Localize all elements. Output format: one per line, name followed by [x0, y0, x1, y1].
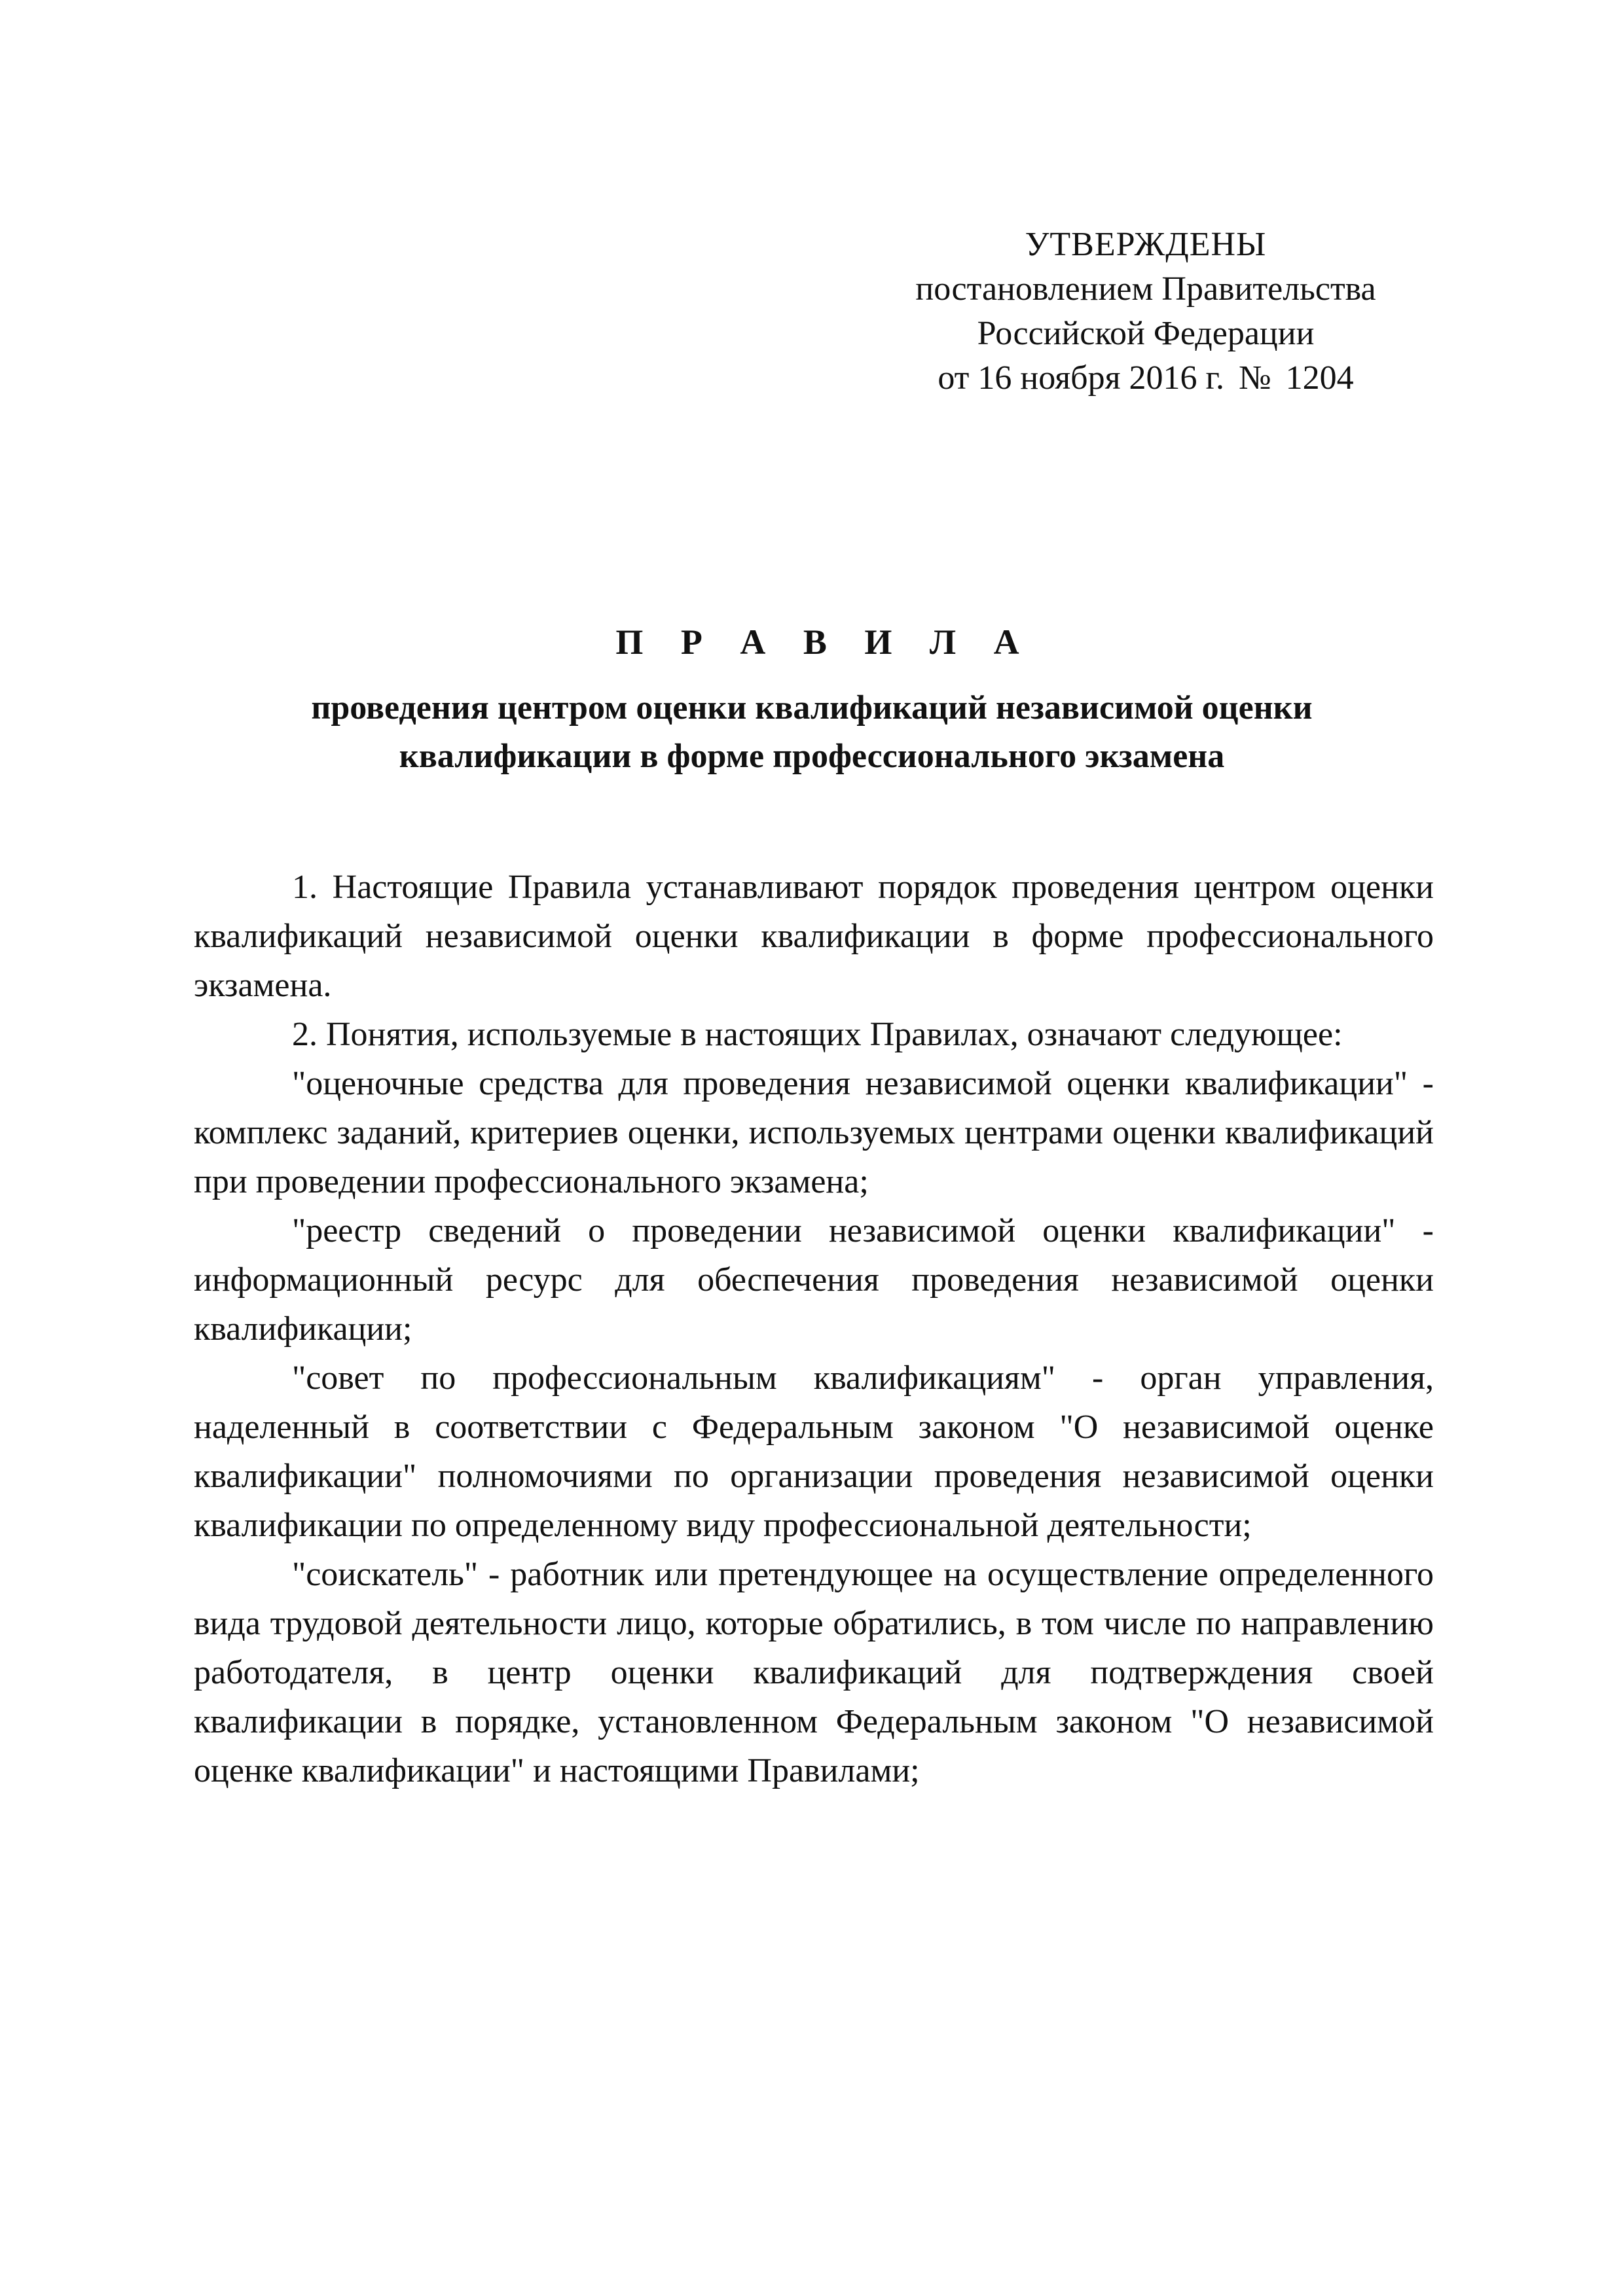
- approval-stamp-block: [851, 223, 1440, 401]
- approval-line-resolution: постановлением Правительства: [915, 270, 1376, 308]
- approval-number: 1204: [1285, 359, 1354, 397]
- document-body: [194, 863, 1434, 1795]
- paragraph-1-purpose: 1. Настоящие Правила устанавливают порядок проведения центром оценки квалификаций независимой оценки квалификации в форме профессионального экзамена.: [194, 869, 1434, 1004]
- definition-qualification-council: "совет по профессиональным квалификациям" - орган управления, наделенный в соответствии с Федеральным законом "О независимой оценке квалификации" полномочиями по организации проведения независимой оценки квалификации по определенному виду профессиональной деятельности;: [194, 1359, 1434, 1544]
- definition-register: "реестр сведений о проведении независимой оценки квалификации" - информационный ресурс для обеспечения проведения независимой оценки квалификации;: [194, 1212, 1434, 1348]
- approval-date-line: [851, 356, 1440, 401]
- number-sign: №: [1239, 359, 1271, 397]
- document-title: П Р А В И Л А: [615, 622, 1034, 662]
- approval-title: УТВЕРЖДЕНЫ: [1025, 226, 1267, 263]
- approval-date: от 16 ноября 2016 г.: [938, 359, 1224, 397]
- definition-assessment-tools: "оценочные средства для проведения независимой оценки квалификации" - комплекс заданий, критериев оценки, используемых центрами оценки квалификаций при проведении профессионального экзамена;: [194, 1065, 1434, 1200]
- approval-line-federation: Российской Федерации: [977, 315, 1315, 352]
- definition-applicant: "соискатель" - работник или претендующее на осуществление определенного вида трудовой деятельности лицо, которые обратились, в том числе по направлению работодателя, в центр оценки квалификаций для подтверждения своей квалификации в порядке, установленном Федеральным законом "О независимой оценке квалификации" и настоящими Правилами;: [194, 1556, 1434, 1789]
- paragraph-2-definitions: 2. Понятия, используемые в настоящих Правилах, означают следующее:: [292, 1016, 1343, 1053]
- document-subtitle: [196, 684, 1427, 781]
- subtitle-line-1: проведения центром оценки квалификаций независимой оценки: [311, 689, 1313, 726]
- subtitle-line-2: квалификации в форме профессионального экзамена: [399, 738, 1225, 775]
